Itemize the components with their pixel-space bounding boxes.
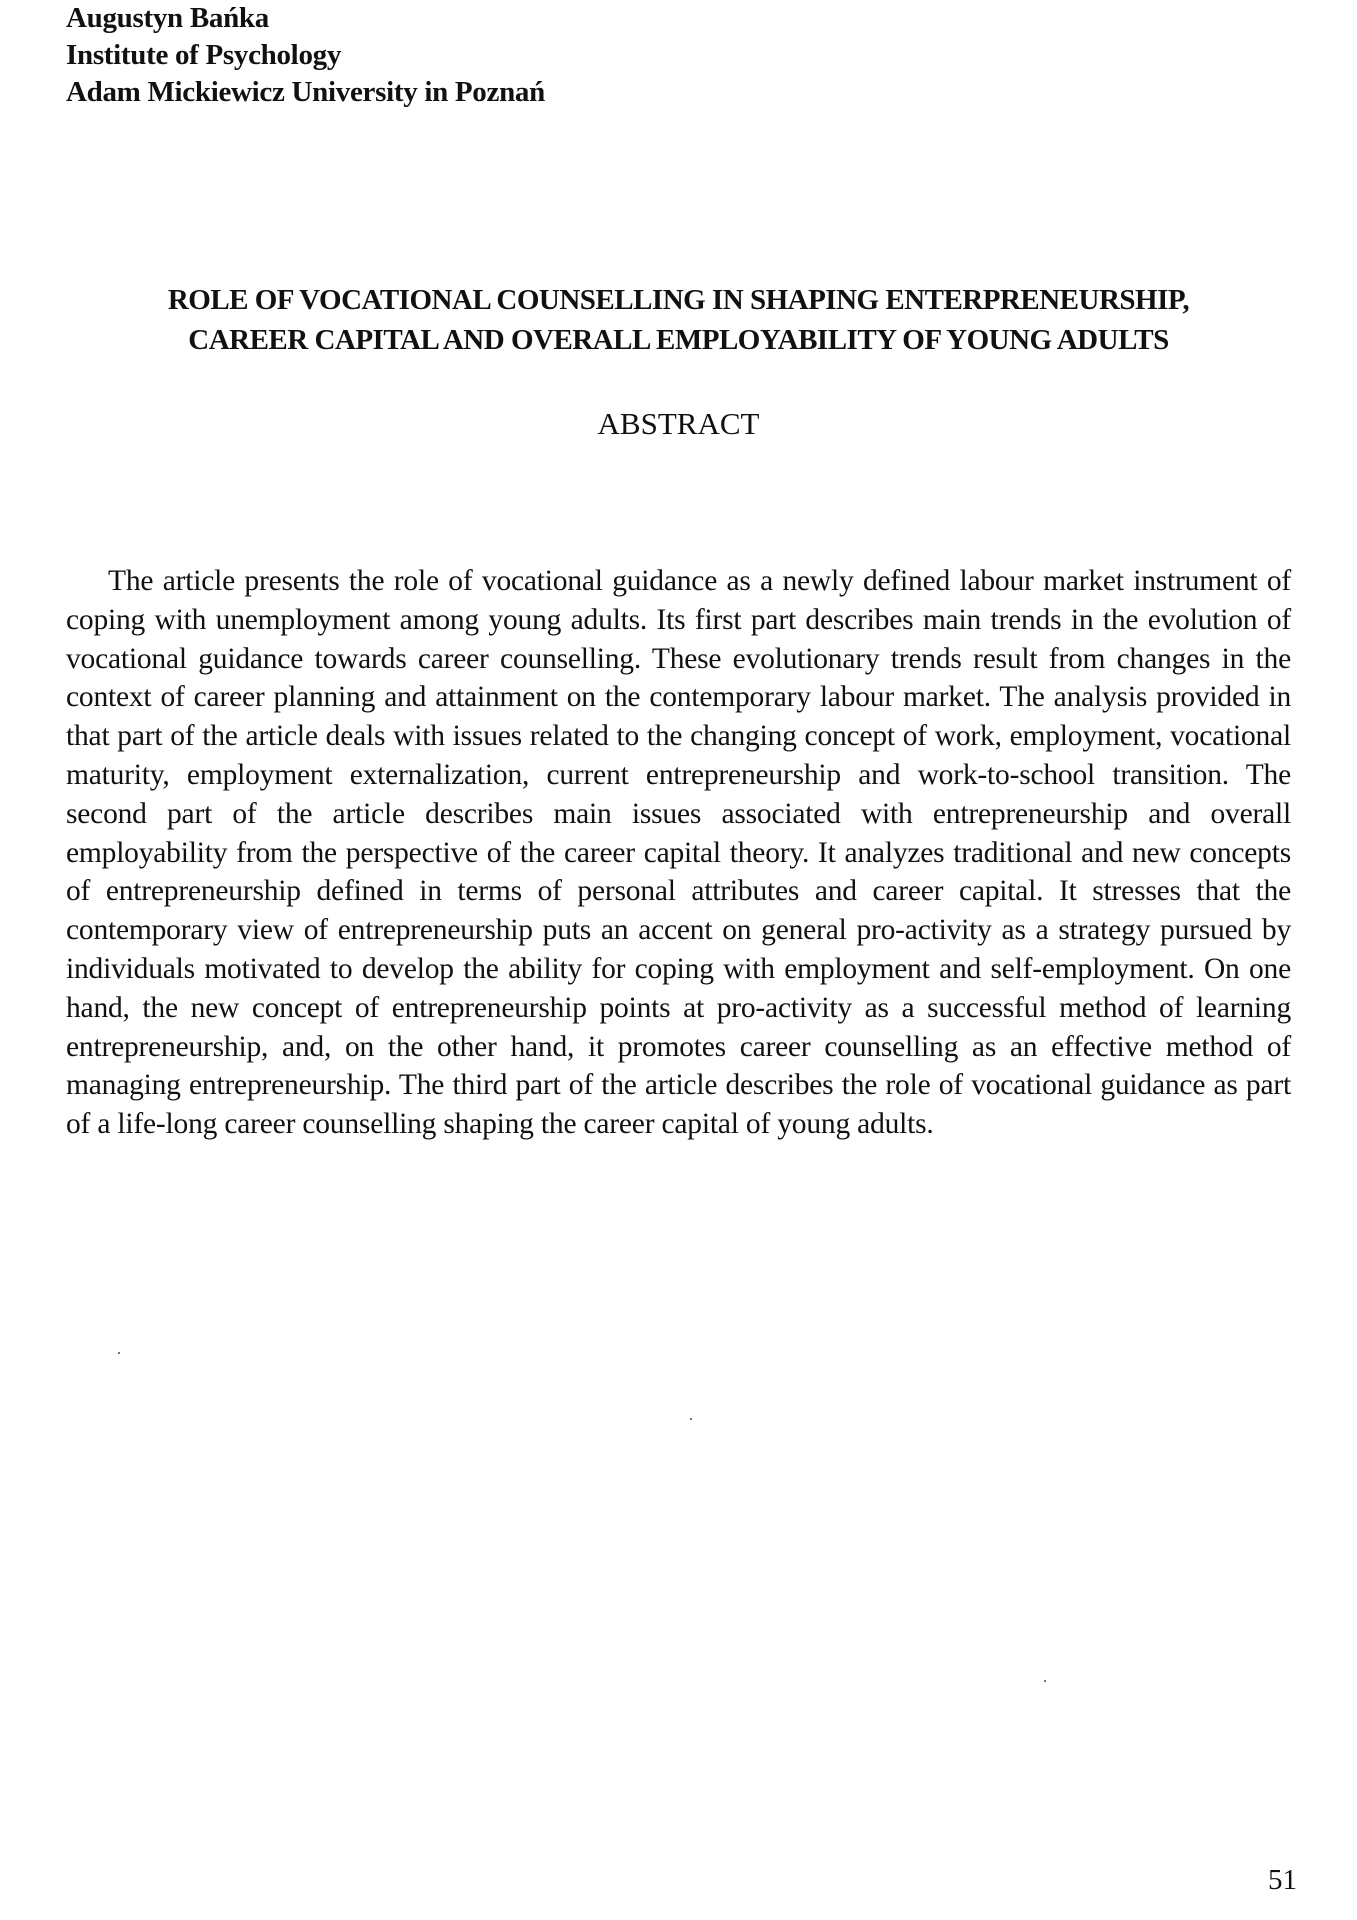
title-line-2: CAREER CAPITAL AND OVERALL EMPLOYABILITY OF YOUNG ADULTS — [188, 324, 1169, 356]
scan-speck — [690, 1418, 692, 1420]
scan-speck — [118, 1352, 120, 1354]
author-block — [66, 0, 545, 111]
scan-speck — [1044, 1680, 1046, 1682]
article-title — [60, 280, 1297, 360]
author-university: Adam Mickiewicz University in Poznań — [66, 76, 545, 108]
page-number: 51 — [1268, 1864, 1297, 1896]
author-name: Augustyn Bańka — [66, 2, 269, 34]
author-institute: Institute of Psychology — [66, 39, 342, 71]
abstract-heading: ABSTRACT — [597, 406, 760, 441]
title-line-1: ROLE OF VOCATIONAL COUNSELLING IN SHAPING ENTERPRENEURSHIP, — [167, 284, 1190, 316]
abstract-body: The article presents the role of vocational guidance as a newly defined labour market instrument of coping with unemployment among young adults. Its first part describes main trends in the evolution of vocational guidance towards career counselling. These evolutionary trends result from changes in the context of career planning and attainment on the contemporary labour market. The analysis provided in that part of the article deals with issues related to the changing concept of work, employment, vocational maturity, employment externalization, current entrepreneurship and work-to-school transition. The second part of the article describes main issues associated with entrepreneurship and overall employability from the perspective of the career capital theory. It analyzes traditional and new concepts of entrepreneurship defined in terms of personal attributes and career capital. It stresses that the contemporary view of entrepreneurship puts an accent on general pro-activity as a strategy pursued by individuals motivated to develop the ability for coping with employment and self-employment. On one hand, the new concept of entrepreneurship points at pro-activity as a successful method of learning entrepreneurship, and, on the other hand, it promotes career counselling as an effective method of managing entrepreneurship. The third part of the article describes the role of vocational guidance as part of a life-long career counselling shaping the career capital of young adults. — [66, 565, 1291, 1141]
